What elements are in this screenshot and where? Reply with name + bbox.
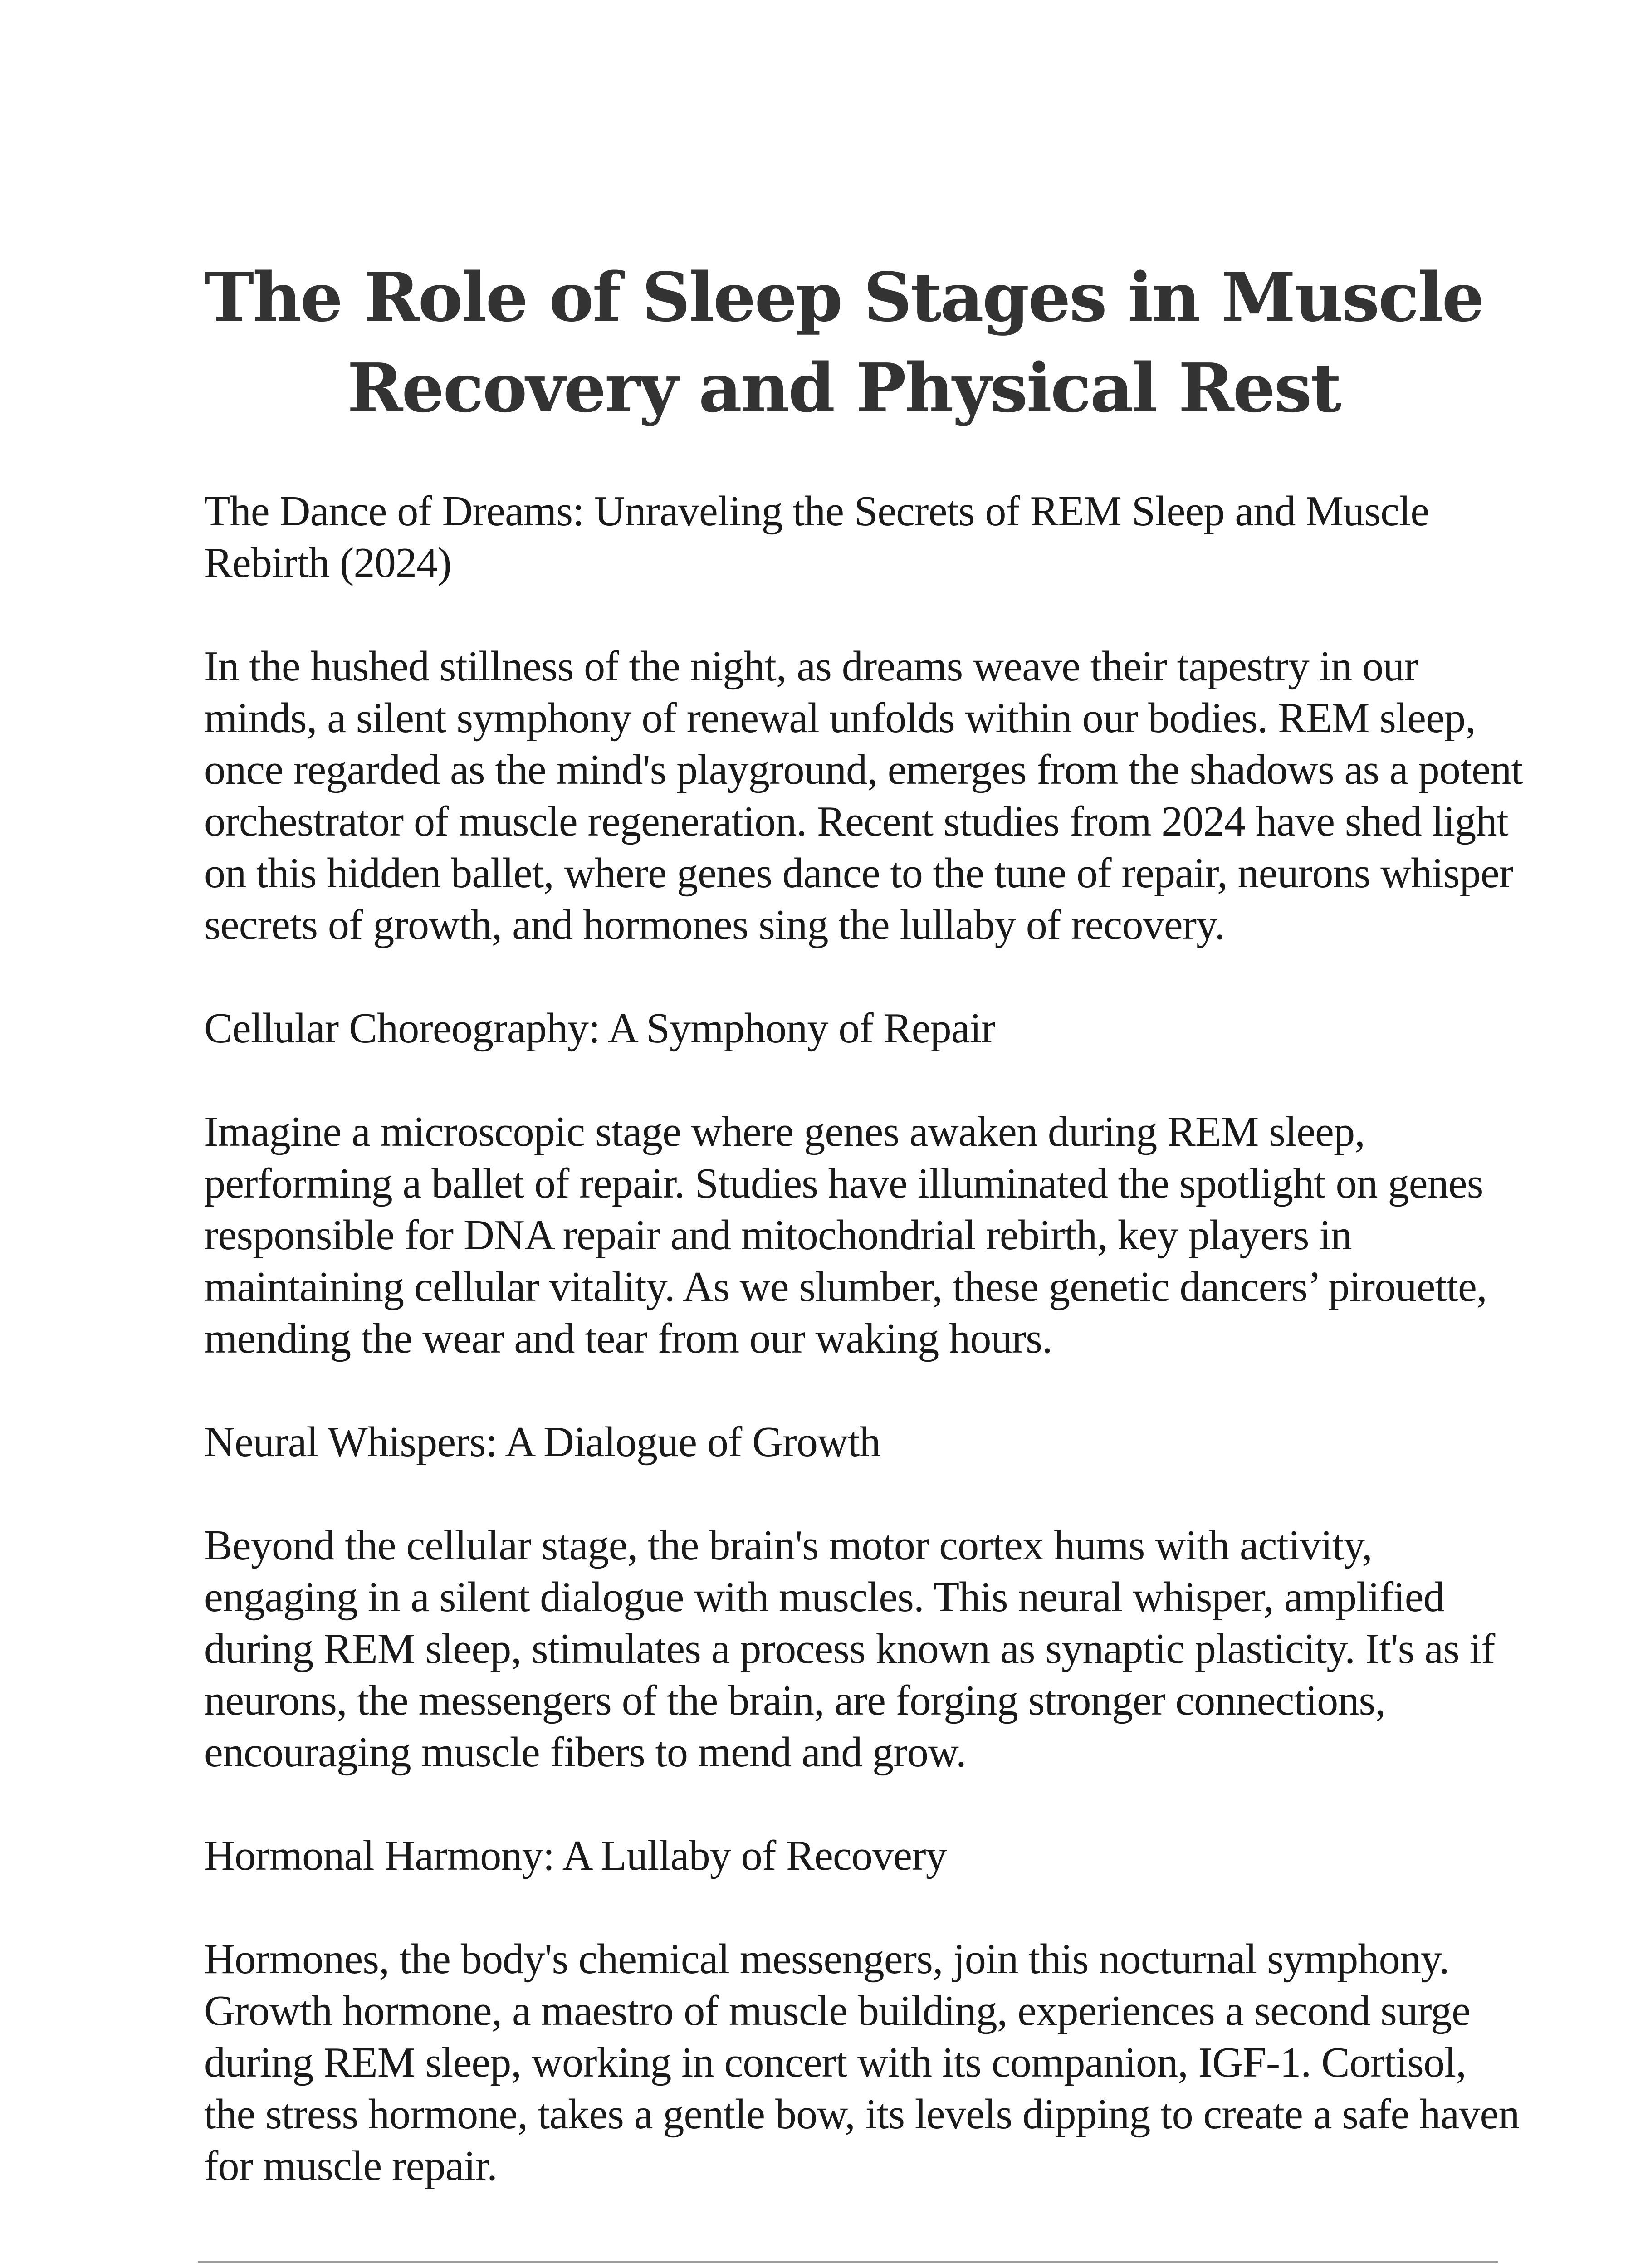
paragraph-cellular: Imagine a microscopic stage where genes awaken during REM sleep, performing a ballet of repair. Studies have illuminated the spotlight on genes responsible for DNA repair and mitochondrial rebirth, key players in maintaining cellular vitality. As we slumber, these genetic dancers’ pirouette, mending the wear and tear from our waking hours.: [204, 1108, 1487, 1362]
section-heading-rem-sleep: The Dance of Dreams: Unraveling the Secrets of REM Sleep and Muscle Rebirth (2024): [204, 488, 1429, 587]
section-heading-hormonal: Hormonal Harmony: A Lullaby of Recovery: [204, 1832, 947, 1879]
document-body: [204, 485, 1524, 2192]
paragraph-neural: Beyond the cellular stage, the brain's motor cortex hums with activity, engaging in a silent dialogue with muscles. This neural whisper, amplified during REM sleep, stimulates a process known as synaptic plasticity. It's as if neurons, the messengers of the brain, are forging stronger connections, encouraging muscle fibers to mend and grow.: [204, 1522, 1495, 1776]
paragraph-intro: In the hushed stillness of the night, as dreams weave their tapestry in our minds, a silent symphony of renewal unfolds within our bodies. REM sleep, once regarded as the mind's playground, emerges from the shadows as a potent orchestrator of muscle regeneration. Recent studies from 2024 have shed light on this hidden ballet, where genes dance to the tune of repair, neurons whisper secrets of growth, and hormones sing the lullaby of recovery.: [204, 643, 1523, 948]
page-title: The Role of Sleep Stages in Muscle Recovery and Physical Rest: [204, 258, 1483, 427]
paragraph-hormonal: Hormones, the body's chemical messengers, join this nocturnal symphony. Growth hormone, a maestro of muscle building, experiences a second surge during REM sleep, working in concert with its companion, IGF-1. Cortisol, the stress hormone, takes a gentle bow, its levels dipping to create a safe haven for muscle repair.: [204, 1936, 1520, 2190]
section-heading-neural: Neural Whispers: A Dialogue of Growth: [204, 1418, 880, 1466]
section-heading-cellular: Cellular Choreography: A Symphony of Repair: [204, 1005, 995, 1052]
footer-divider: [198, 2261, 1498, 2263]
